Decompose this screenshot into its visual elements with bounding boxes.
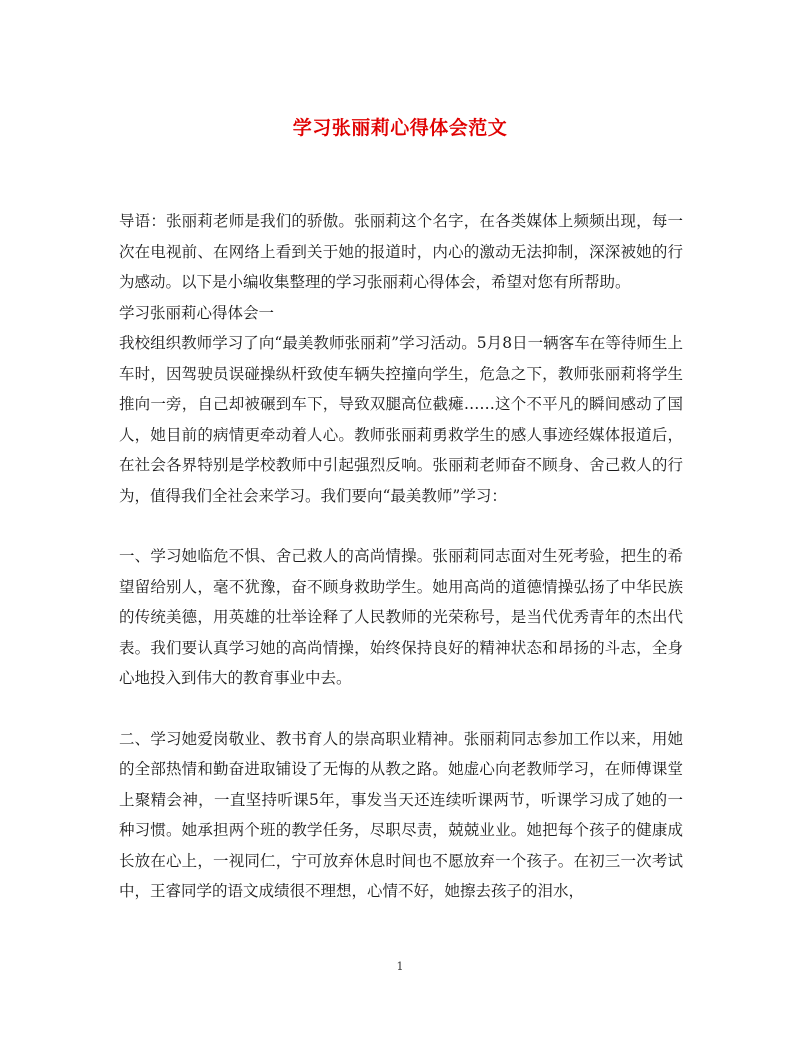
intro-paragraph: 导语：张丽莉老师是我们的骄傲。张丽莉这个名字，在各类媒体上频频出现，每一次在电视前、在网络上看到关于她的报道时，内心的激动无法抑制，深深被她的行为感动。以下是小编收集整理的学习张丽莉心得体会，希望对您有所帮助。 <box>119 212 683 291</box>
body-paragraph-1: 我校组织教师学习了向“最美教师张丽莉”学习活动。5月8日一辆客车在等待师生上车时，因驾驶员误碰操纵杆致使车辆失控撞向学生，危急之下，教师张丽莉将学生推向一旁，自己却被碾到车下，导致双腿高位截瘫……这个不平凡的瞬间感动了国人，她目前的病情更牵动着人心。教师张丽莉勇救学生的感人事迹经媒体报道后，在社会各界特别是学校教师中引起强烈反响。张丽莉老师奋不顾身、舍己救人的行为，值得我们全社会来学习。我们要向“最美教师”学习： <box>119 334 683 505</box>
paragraph-spacer <box>119 511 683 541</box>
section-heading: 学习张丽莉心得体会一 <box>119 303 275 322</box>
body-paragraph-3: 二、学习她爱岗敬业、教书育人的崇高职业精神。张丽莉同志参加工作以来，用她的全部热情和勤奋进取铺设了无悔的从教之路。她虚心向老教师学习，在师傅课堂上聚精会神，一直坚持听课5年，事发当天还连续听课两节，听课学习成了她的一种习惯。她承担两个班的教学任务，尽职尽责，兢兢业业。她把每个孩子的健康成长放在心上，一视同仁，宁可放弃休息时间也不愿放弃一个孩子。在初三一次考试中，王睿同学的语文成绩很不理想，心情不好，她擦去孩子的泪水， <box>119 729 683 900</box>
document-title: 学习张丽莉心得体会范文 <box>292 117 508 139</box>
paragraph-spacer <box>119 694 683 724</box>
body-paragraph-2: 一、学习她临危不惧、舍己救人的高尚情操。张丽莉同志面对生死考验，把生的希望留给别人，毫不犹豫，奋不顾身救助学生。她用高尚的道德情操弘扬了中华民族的传统美德，用英雄的壮举诠释了人民教师的光荣称号，是当代优秀青年的杰出代表。我们要认真学习她的高尚情操，始终保持良好的精神状态和昂扬的斗志，全身心地投入到伟大的教育事业中去。 <box>119 547 683 687</box>
page-number: 1 <box>396 960 404 973</box>
document-body <box>119 206 683 907</box>
